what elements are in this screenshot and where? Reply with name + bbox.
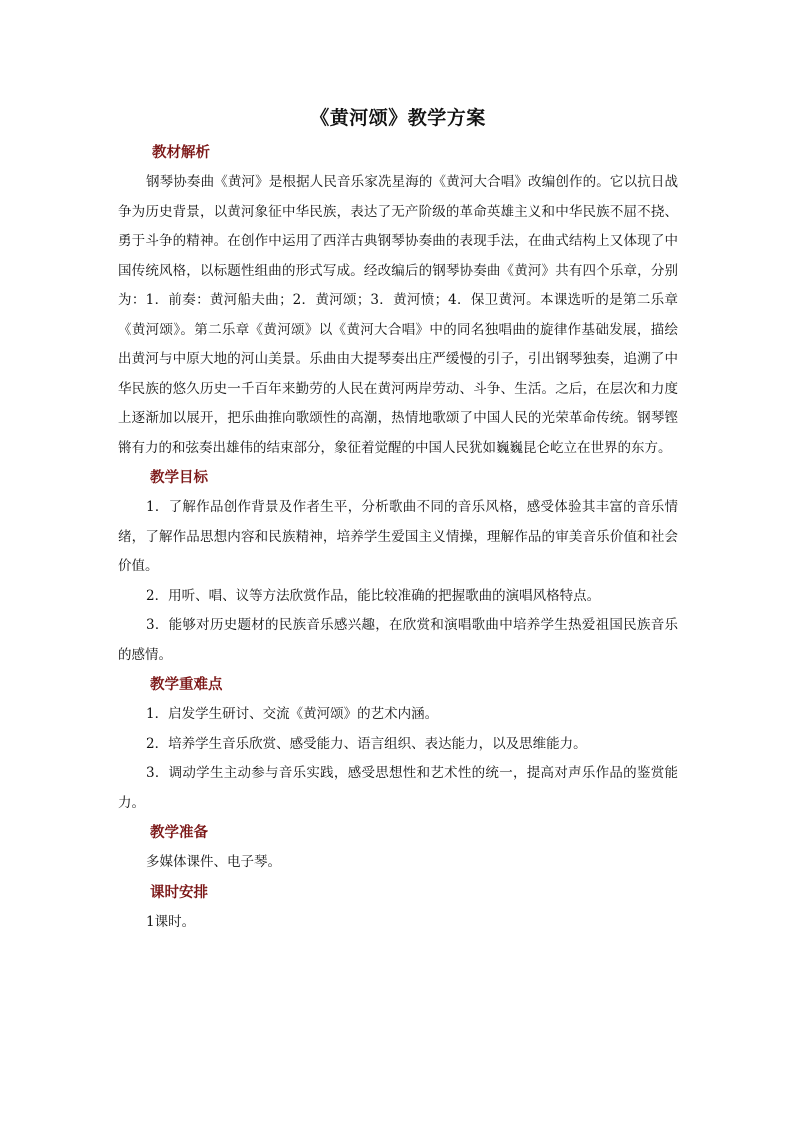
section-paragraph: 3．能够对历史题材的民族音乐感兴趣，在欣赏和演唱歌曲中培养学生热爱祖国民族音乐的感情。 [118,617,678,663]
section-teaching-goals [118,463,678,670]
section-paragraph: 1．了解作品创作背景及作者生平，分析歌曲不同的音乐风格，感受体验其丰富的音乐情绪，了解作品思想内容和民族精神，培养学生爱国主义情操，理解作品的审美音乐价值和社会价值。 [118,499,678,574]
section-paragraph: 1．启发学生研讨、交流《黄河颂》的艺术内涵。 [146,706,439,722]
section-heading: 教学目标 [150,469,208,486]
section-paragraph: 多媒体课件、电子琴。 [146,854,281,870]
document-title: 《黄河颂》教学方案 [310,107,486,129]
section-paragraph: 2．用听、唱、议等方法欣赏作品，能比较准确的把握歌曲的演唱风格特点。 [146,587,601,604]
section-schedule [118,878,678,938]
section-heading: 教学准备 [150,824,208,841]
section-heading: 教学重难点 [150,676,223,693]
section-heading: 课时安排 [150,883,208,901]
section-paragraph: 2．培养学生音乐欣赏、感受能力、语言组织、表达能力，以及思维能力。 [146,735,587,752]
section-paragraph: 钢琴协奏曲《黄河》是根据人民音乐家冼星海的《黄河大合唱》改编创作的。它以抗日战争为历史背景，以黄河象征中华民族，表达了无产阶级的革命英雄主义和中华民族不屈不挠、勇于斗争的精神。在创作中运用了西洋古典钢琴协奏曲的表现手法，在曲式结构上又体现了中国传统风格，以标题性组曲的形式写成。经改编后的钢琴协奏曲《黄河》共有四个乐章，分别为：1．前奏：黄河船夫曲；2．黄河颂；3．黄河愤；4．保卫黄河。本课选听的是第二乐章《黄河颂》。第二乐章《黄河颂》以《黄河大合唱》中的同名独唱曲的旋律作基础发展，描绘出黄河与中原大地的河山美景。乐曲由大提琴奏出庄严缓慢的引子，引出钢琴独奏，追溯了中华民族的悠久历史一千百年来勤劳的人民在黄河两岸劳动、斗争、生活。之后，在层次和力度上逐渐加以展开，把乐曲推向歌颂性的高潮，热情地歌颂了中国人民的光荣革命传统。钢琴铿锵有力的和弦奏出雄伟的结束部分，象征着觉醒的中国人民犹如巍巍昆仑屹立在世界的东方。 [118,174,678,456]
section-heading: 教材解析 [152,144,210,161]
section-preparation [118,818,678,878]
section-paragraph: 3．调动学生主动参与音乐实践，感受思想性和艺术性的统一，提高对声乐作品的鉴赏能力。 [118,765,678,811]
section-key-difficulties [118,670,678,818]
section-textbook-analysis [118,138,678,463]
document-page [118,100,678,937]
section-paragraph: 1课时。 [146,913,196,930]
